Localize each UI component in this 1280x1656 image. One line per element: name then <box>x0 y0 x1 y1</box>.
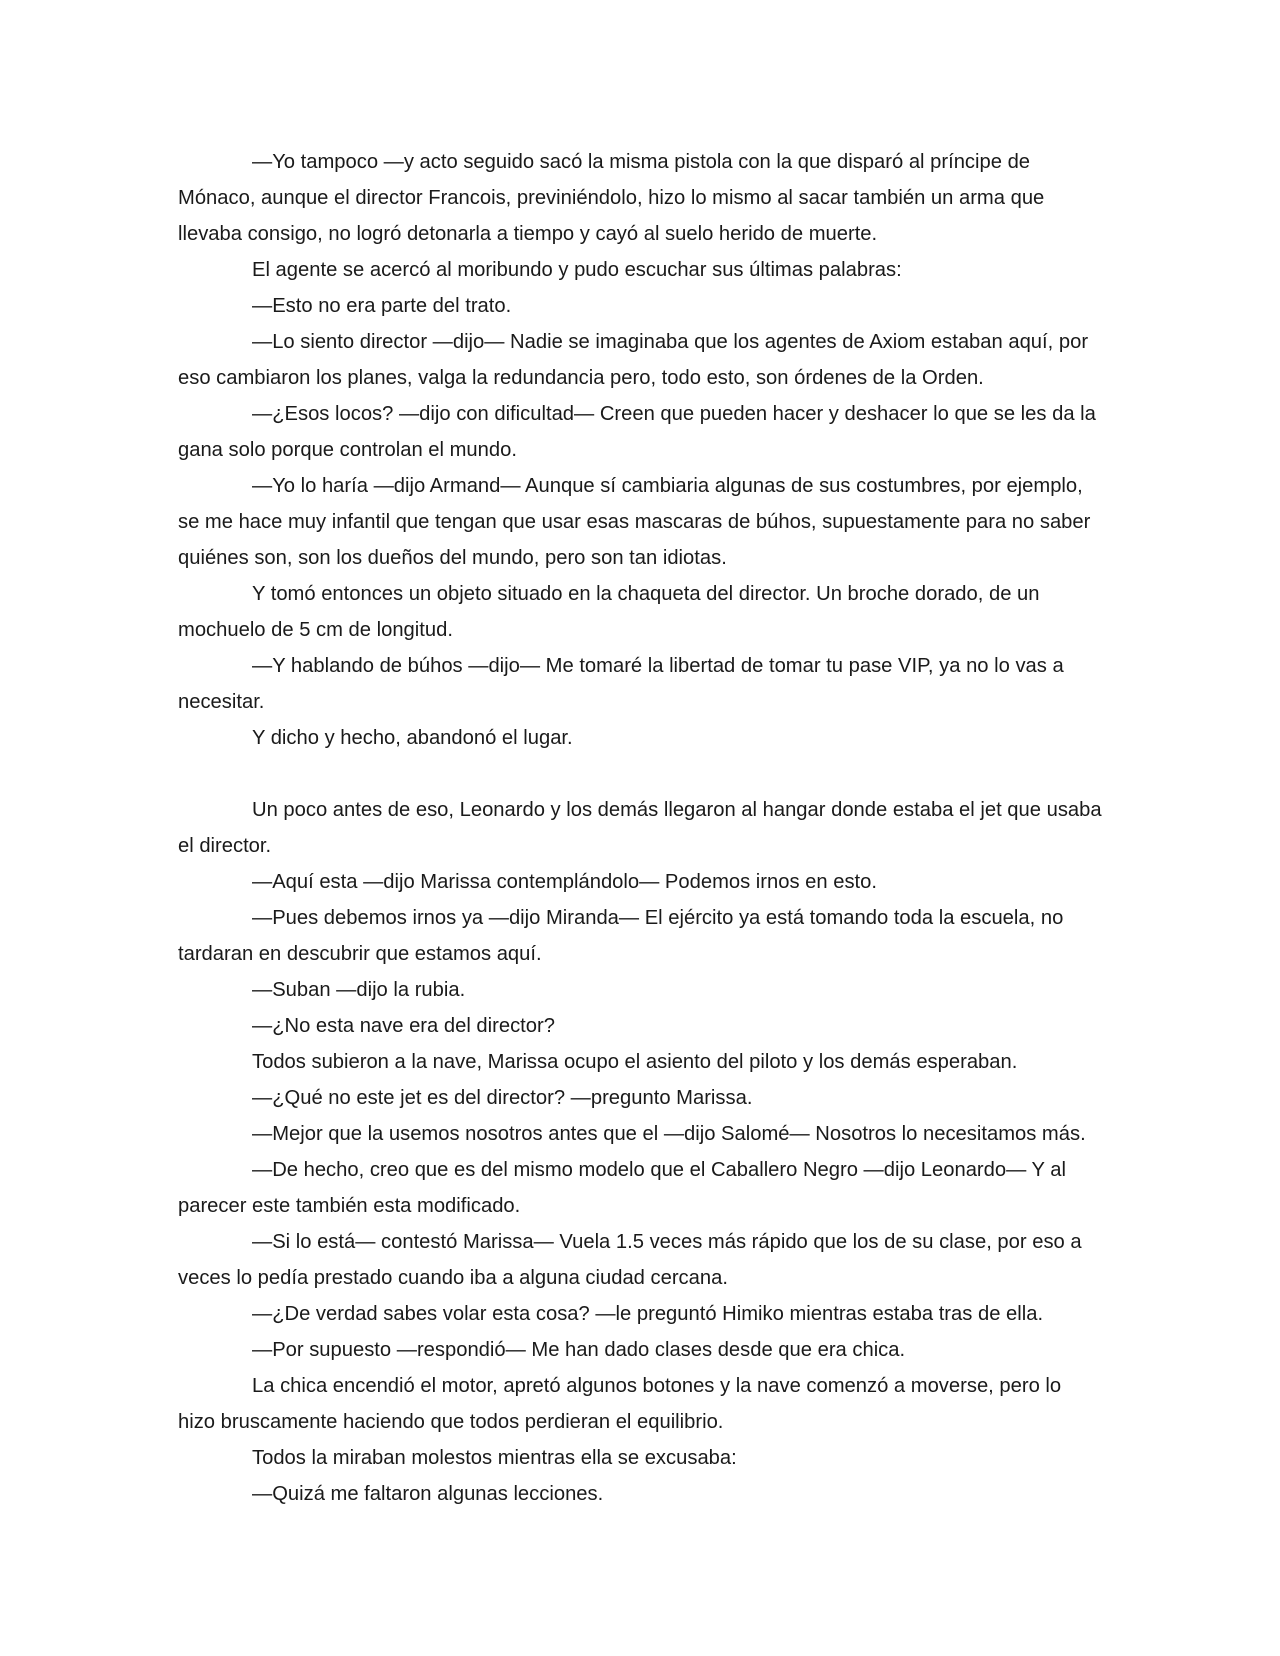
paragraph: Y tomó entonces un objeto situado en la chaqueta del director. Un broche dorado, de un mochuelo de 5 cm de longitud. <box>178 583 1040 641</box>
paragraph: El agente se acercó al moribundo y pudo escuchar sus últimas palabras: <box>252 259 902 281</box>
paragraph: —Lo siento director —dijo— Nadie se imaginaba que los agentes de Axiom estaban aquí, por eso cambiaron los planes, valga la redundancia pero, todo esto, son órdenes de la Orden. <box>178 331 1089 389</box>
paragraph: —Si lo está— contestó Marissa— Vuela 1.5 veces más rápido que los de su clase, por eso a veces lo pedía prestado cuando iba a alguna ciudad cercana. <box>178 1231 1082 1289</box>
paragraph: Un poco antes de eso, Leonardo y los demás llegaron al hangar donde estaba el jet que usaba el director. <box>178 799 1102 857</box>
paragraph: —Esto no era parte del trato. <box>252 295 512 317</box>
paragraph: —Pues debemos irnos ya —dijo Miranda— El ejército ya está tomando toda la escuela, no tardaran en descubrir que estamos aquí. <box>178 907 1064 965</box>
paragraph: —Por supuesto —respondió— Me han dado clases desde que era chica. <box>252 1339 906 1361</box>
paragraph: —Quizá me faltaron algunas lecciones. <box>252 1483 604 1505</box>
paragraph: —De hecho, creo que es del mismo modelo que el Caballero Negro —dijo Leonardo— Y al parecer este también esta modificado. <box>178 1159 1066 1217</box>
paragraph: La chica encendió el motor, apretó algunos botones y la nave comenzó a moverse, pero lo hizo bruscamente haciendo que todos perdieran el equilibrio. <box>178 1375 1062 1433</box>
section-break <box>178 756 1102 792</box>
paragraph: —Mejor que la usemos nosotros antes que el —dijo Salomé— Nosotros lo necesitamos más. <box>252 1123 1086 1145</box>
paragraph: Y dicho y hecho, abandonó el lugar. <box>252 727 573 749</box>
paragraph: Todos subieron a la nave, Marissa ocupo el asiento del piloto y los demás esperaban. <box>252 1051 1018 1073</box>
paragraph: Todos la miraban molestos mientras ella se excusaba: <box>252 1447 737 1469</box>
paragraph: —Aquí esta —dijo Marissa contemplándolo— Podemos irnos en esto. <box>252 871 878 893</box>
paragraph: —¿De verdad sabes volar esta cosa? —le preguntó Himiko mientras estaba tras de ella. <box>252 1303 1044 1325</box>
paragraph: —Yo lo haría —dijo Armand— Aunque sí cambiaria algunas de sus costumbres, por ejemplo, se me hace muy infantil que tengan que usar esas mascaras de búhos, supuestamente para no saber quiénes son, son los dueños del mundo, pero son tan idiotas. <box>178 475 1091 569</box>
paragraph: —Yo tampoco —y acto seguido sacó la misma pistola con la que disparó al príncipe de Mónaco, aunque el director Francois, previniéndolo, hizo lo mismo al sacar también un arma que llevaba consigo, no logró detonarla a tiempo y cayó al suelo herido de muerte. <box>178 151 1045 245</box>
paragraph: —Y hablando de búhos —dijo— Me tomaré la libertad de tomar tu pase VIP, ya no lo vas a necesitar. <box>178 655 1064 713</box>
paragraph: —Suban —dijo la rubia. <box>252 979 466 1001</box>
paragraph: —¿Qué no este jet es del director? —pregunto Marissa. <box>252 1087 753 1109</box>
paragraph: —¿No esta nave era del director? <box>252 1015 555 1037</box>
page-text <box>178 144 1102 1512</box>
paragraph: —¿Esos locos? —dijo con dificultad— Creen que pueden hacer y deshacer lo que se les da la gana solo porque controlan el mundo. <box>178 403 1096 461</box>
